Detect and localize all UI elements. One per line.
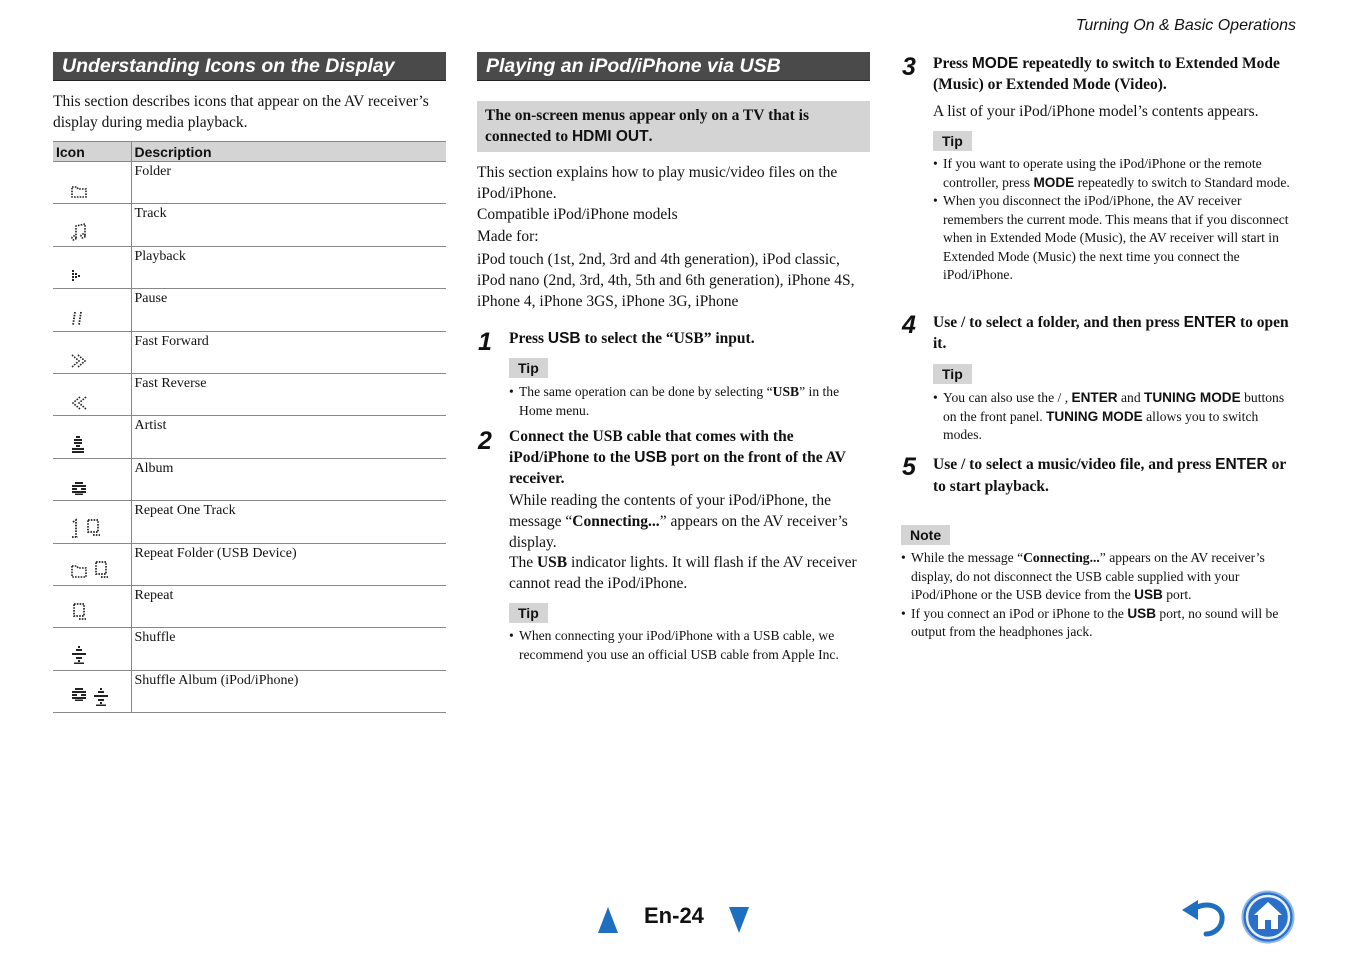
tip-keyword: TUNING MODE bbox=[1144, 390, 1241, 405]
pause-icon bbox=[71, 311, 83, 326]
body-text: The bbox=[509, 554, 537, 571]
icon-description: Fast Forward bbox=[131, 331, 446, 373]
icon-description: Repeat bbox=[131, 585, 446, 627]
shuffle-album-icon bbox=[71, 687, 109, 707]
tip-3-list bbox=[933, 155, 1295, 285]
icon-table bbox=[53, 141, 446, 713]
list-item bbox=[509, 383, 871, 420]
tip-label: Tip bbox=[509, 358, 548, 378]
icon-description: Pause bbox=[131, 289, 446, 331]
back-icon[interactable] bbox=[1180, 896, 1228, 938]
body-text: ” appears on the AV receiver’s display. bbox=[509, 513, 848, 551]
table-row bbox=[53, 543, 446, 585]
step-2-body-usb bbox=[509, 552, 871, 594]
compatible-models-label: Compatible iPod/iPhone models bbox=[477, 206, 678, 223]
tip-keyword: MODE bbox=[1033, 174, 1075, 190]
step-3-body: A list of your iPod/iPhone model’s contents appears. bbox=[933, 103, 1259, 120]
list-item bbox=[933, 389, 1295, 445]
tip-text: You can also use the / , bbox=[943, 390, 1072, 405]
table-row bbox=[53, 162, 446, 204]
col-description-header: Description bbox=[131, 142, 446, 162]
icon-description: Fast Reverse bbox=[131, 373, 446, 415]
step-number: 3 bbox=[902, 53, 916, 81]
list-item bbox=[901, 605, 1295, 642]
step-keyword: MODE bbox=[971, 55, 1019, 72]
step-text: to select the “USB” input. bbox=[580, 330, 755, 347]
note-text: port, no sound will be output from the headphones jack. bbox=[911, 605, 1279, 639]
tip-text: and bbox=[1117, 390, 1145, 405]
table-row bbox=[53, 501, 446, 543]
step-4-title bbox=[933, 312, 1295, 354]
body-text: indicator lights. It will flash if the AV receiver cannot read the iPod/iPhone. bbox=[509, 554, 857, 592]
playback-icon bbox=[71, 269, 81, 283]
track-icon bbox=[71, 223, 87, 241]
previous-page-icon[interactable] bbox=[597, 906, 619, 934]
tip-text: repeatedly to switch to Standard mode. bbox=[1074, 174, 1290, 190]
table-row bbox=[53, 331, 446, 373]
section-heading-icons: Understanding Icons on the Display bbox=[53, 52, 446, 81]
step-text: repeatedly to switch to Extended Mode (Music) or Extended Mode (Video). bbox=[933, 55, 1280, 93]
note-box-text: The on-screen menus appear only on a TV that is connected to bbox=[485, 107, 809, 145]
icon-table-header bbox=[53, 142, 446, 162]
step-text: Press bbox=[509, 330, 548, 347]
icons-intro: This section describes icons that appear on the AV receiver’s display during media playback. bbox=[53, 93, 429, 131]
step-number: 5 bbox=[902, 453, 916, 481]
note-text: ” appears on the AV receiver’s display, do not disconnect the USB cable supplied with your iPod/iPhone or the USB device from the bbox=[911, 550, 1265, 602]
repeat-icon bbox=[71, 602, 87, 622]
table-row bbox=[53, 416, 446, 458]
step-text: port on the front of the AV receiver. bbox=[509, 449, 846, 487]
note-keyword: USB bbox=[1134, 587, 1163, 602]
note-list bbox=[901, 549, 1295, 642]
tip-text: allows you to switch modes. bbox=[943, 408, 1259, 442]
col-icon-header: Icon bbox=[53, 142, 131, 162]
compatible-models-list: iPod touch (1st, 2nd, 3rd and 4th generation), iPod classic, iPod nano (2nd, 3rd, 4th, 5th and 6th generation), iPhone 4S, iPhone 4, iPhone 3GS, iPhone 3G, iPhone bbox=[477, 251, 855, 310]
fast-reverse-icon bbox=[71, 396, 87, 410]
tip-label: Tip bbox=[933, 364, 972, 384]
step-3-title bbox=[933, 53, 1295, 95]
note-box-text-end: . bbox=[648, 128, 653, 145]
body-keyword: USB bbox=[536, 554, 568, 571]
step-text: Press bbox=[933, 55, 972, 72]
icon-description: Shuffle Album (iPod/iPhone) bbox=[131, 670, 446, 712]
note-text: While the message “ bbox=[911, 550, 1024, 565]
note-label: Note bbox=[901, 525, 950, 545]
step-keyword: ENTER bbox=[1183, 314, 1237, 331]
list-item bbox=[901, 549, 1295, 605]
icon-description: Shuffle bbox=[131, 628, 446, 670]
tip-keyword: USB bbox=[772, 384, 800, 399]
fast-forward-icon bbox=[71, 354, 87, 368]
tip-text: The same operation can be done by selecting “ bbox=[519, 384, 773, 399]
step-text: Use / to select a folder, and then press bbox=[933, 314, 1184, 331]
note-keyword: Connecting... bbox=[1023, 550, 1100, 565]
step-2-title bbox=[509, 426, 871, 489]
artist-icon bbox=[71, 435, 85, 453]
made-for-label: Made for: bbox=[477, 228, 539, 245]
step-text: Connect the USB cable that comes with the iPod/iPhone to the bbox=[509, 428, 794, 466]
icon-description: Repeat One Track bbox=[131, 501, 446, 543]
tip-1-list bbox=[509, 383, 871, 420]
step-text: or to start playback. bbox=[933, 456, 1286, 495]
icon-description: Album bbox=[131, 458, 446, 500]
table-row bbox=[53, 585, 446, 627]
ipod-intro: This section explains how to play music/video files on the iPod/iPhone. bbox=[477, 164, 838, 202]
step-keyword: ENTER bbox=[1215, 456, 1268, 473]
hdmi-note-box bbox=[477, 101, 870, 152]
folder-icon bbox=[71, 184, 87, 198]
body-text: While reading the contents of your iPod/iPhone, the message “ bbox=[509, 492, 831, 530]
step-number: 4 bbox=[902, 311, 916, 339]
album-icon bbox=[71, 481, 87, 495]
tip-keyword: ENTER bbox=[1071, 390, 1118, 405]
next-page-icon[interactable] bbox=[728, 906, 750, 934]
icon-description: Track bbox=[131, 204, 446, 246]
page-number: En-24 bbox=[644, 903, 704, 928]
list-item bbox=[933, 155, 1295, 192]
step-number: 2 bbox=[478, 427, 492, 455]
table-row bbox=[53, 458, 446, 500]
step-keyword: USB bbox=[547, 330, 581, 347]
note-text: port. bbox=[1162, 587, 1192, 602]
repeat-folder-icon bbox=[71, 560, 109, 580]
icon-description: Folder bbox=[131, 162, 446, 204]
step-number: 1 bbox=[478, 328, 492, 356]
tip-label: Tip bbox=[509, 603, 548, 623]
list-item: • When you disconnect the iPod/iPhone, the AV receiver remembers the current mode. This means that if you disconnect when in Extended Mode (Music), the AV receiver will start in Extended Mode (Music) the next time you connect the iPod/iPhone. bbox=[933, 192, 1295, 285]
step-5-title bbox=[933, 454, 1295, 498]
tip-text: buttons on the front panel. bbox=[943, 390, 1285, 424]
tip-4-list bbox=[933, 389, 1295, 445]
step-text: to open it. bbox=[933, 314, 1289, 352]
tip-label: Tip bbox=[933, 131, 972, 151]
body-keyword: Connecting... bbox=[572, 513, 660, 530]
icon-description: Playback bbox=[131, 246, 446, 288]
tip-keyword: TUNING MODE bbox=[1046, 408, 1143, 424]
icon-description: Artist bbox=[131, 416, 446, 458]
icon-description: Repeat Folder (USB Device) bbox=[131, 543, 446, 585]
step-2-body bbox=[509, 490, 871, 553]
repeat-one-track-icon bbox=[71, 518, 101, 538]
note-text: If you connect an iPod or iPhone to the bbox=[911, 605, 1128, 621]
table-row bbox=[53, 246, 446, 288]
step-keyword: USB bbox=[634, 449, 668, 466]
step-1-title bbox=[509, 328, 871, 349]
tip-text: ” in the Home menu. bbox=[519, 384, 840, 418]
table-row bbox=[53, 628, 446, 670]
section-heading-ipod: Playing an iPod/iPhone via USB bbox=[477, 52, 870, 81]
note-keyword: USB bbox=[1127, 605, 1157, 621]
table-row bbox=[53, 204, 446, 246]
list-item: • When connecting your iPod/iPhone with a USB cable, we recommend you use an official USB cable from Apple Inc. bbox=[509, 627, 873, 664]
tip-text: If you want to operate using the iPod/iPhone or the remote controller, press bbox=[943, 156, 1262, 190]
step-text: Use / to select a music/video file, and press bbox=[933, 456, 1216, 473]
note-box-keyword: HDMI OUT bbox=[571, 128, 649, 145]
table-row bbox=[53, 289, 446, 331]
shuffle-icon bbox=[71, 645, 87, 665]
running-head: Turning On & Basic Operations bbox=[1075, 17, 1296, 34]
table-row bbox=[53, 373, 446, 415]
home-icon[interactable] bbox=[1241, 890, 1295, 944]
tip-2-list bbox=[509, 627, 873, 664]
table-row bbox=[53, 670, 446, 712]
